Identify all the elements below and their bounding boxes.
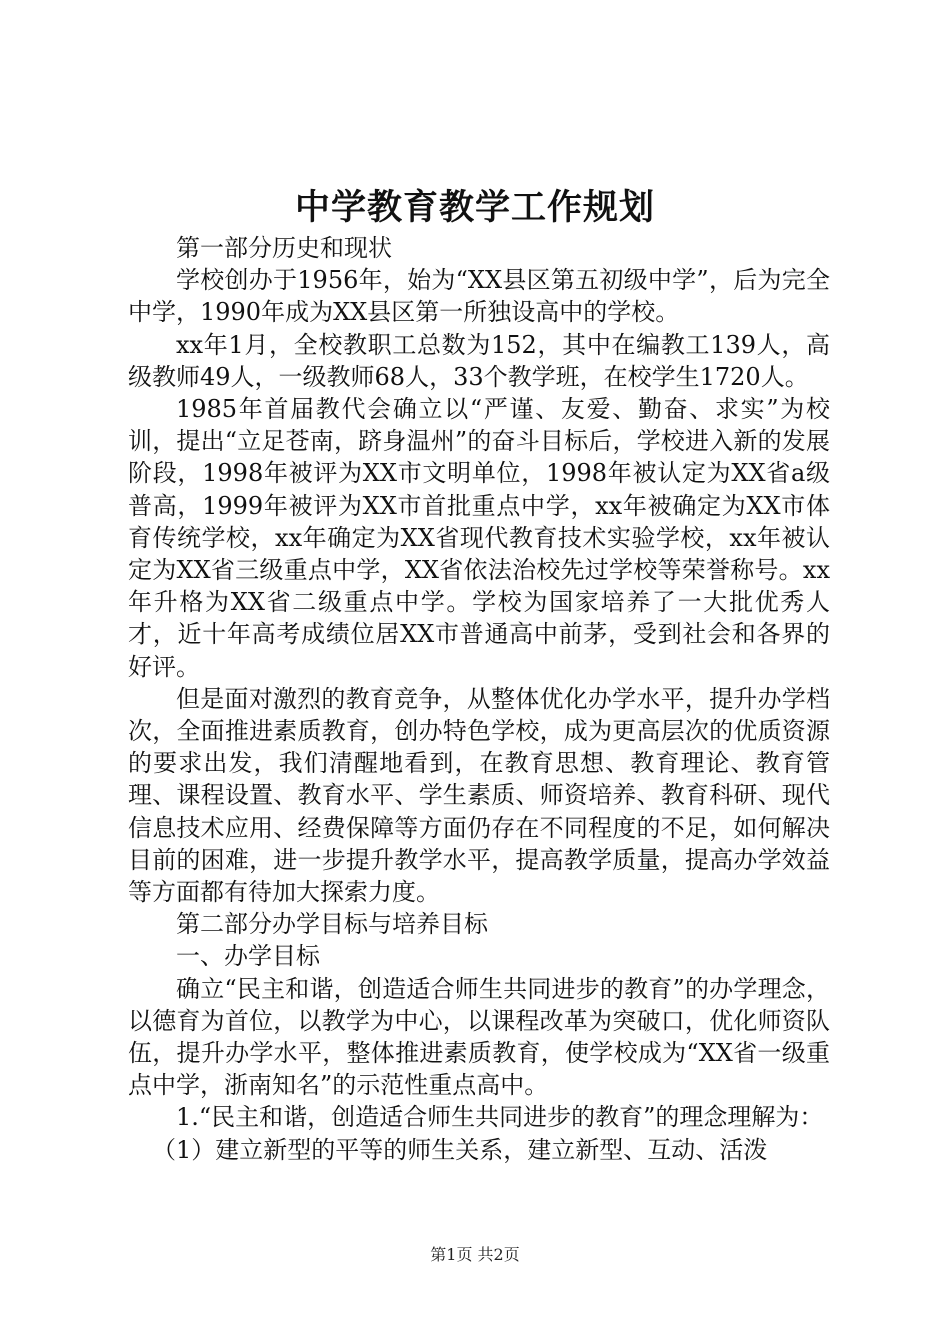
numbered-subitem: （1）建立新型的平等的师生关系，建立新型、互动、活泼 [152,1135,768,1164]
document-body [128,232,830,1166]
body-paragraph: 学校创办于1956年，始为“XX县区第五初级中学”，后为完全中学，1990年成为XX县区第一所独设高中的学校。 [128,266,830,327]
body-paragraph: 但是面对激烈的教育竞争，从整体优化办学水平，提升办学档次，全面推进素质教育，创办特色学校，成为更高层次的优质资源的要求出发，我们清醒地看到，在教育思想、教育理论、教育管理、课程设置、教育水平、学生素质、师资培养、教育科研、现代信息技术应用、经费保障等方面仍存在不同程度的不足，如何解决目前的困难，进一步提升教学水平，提高教学质量，提高办学效益等方面都有待加大探索力度。 [128,684,830,907]
body-paragraph: 确立“民主和谐，创造适合师生共同进步的教育”的办学理念，以德育为首位，以教学为中心，以课程改革为突破口，优化师资队伍，提升办学水平，整体推进素质教育，使学校成为“XX省一级重点中学，浙南知名”的示范性重点高中。 [128,974,830,1100]
page-number-footer: 第1页 共2页 [430,1245,520,1264]
body-paragraph: xx年1月，全校教职工总数为152，其中在编教工139人，高级教师49人，一级教师68人，33个教学班，在校学生1720人。 [128,330,830,391]
subsection-heading: 一、办学目标 [176,942,320,971]
section-heading: 第二部分办学目标与培养目标 [176,910,488,939]
body-paragraph: 1985年首届教代会确立以“严谨、友爱、勤奋、求实”为校训，提出“立足苍南，跻身温州”的奋斗目标后，学校进入新的发展阶段，1998年被评为XX市文明单位，1998年被认定为XX省a级普高，1999年被评为XX市首批重点中学，xx年被确定为XX市体育传统学校，xx年确定为XX省现代教育技术实验学校，xx年被认定为XX省三级重点中学，XX省依法治校先过学校等荣誉称号。xx年升格为XX省二级重点中学。学校为国家培养了一大批优秀人才，近十年高考成绩位居XX市普通高中前茅，受到社会和各界的好评。 [128,395,830,681]
document-title: 中学教育教学工作规划 [294,187,655,228]
numbered-item: 1.“民主和谐，创造适合师生共同进步的教育”的理念理解为： [176,1103,824,1132]
section-heading: 第一部分历史和现状 [176,234,392,262]
